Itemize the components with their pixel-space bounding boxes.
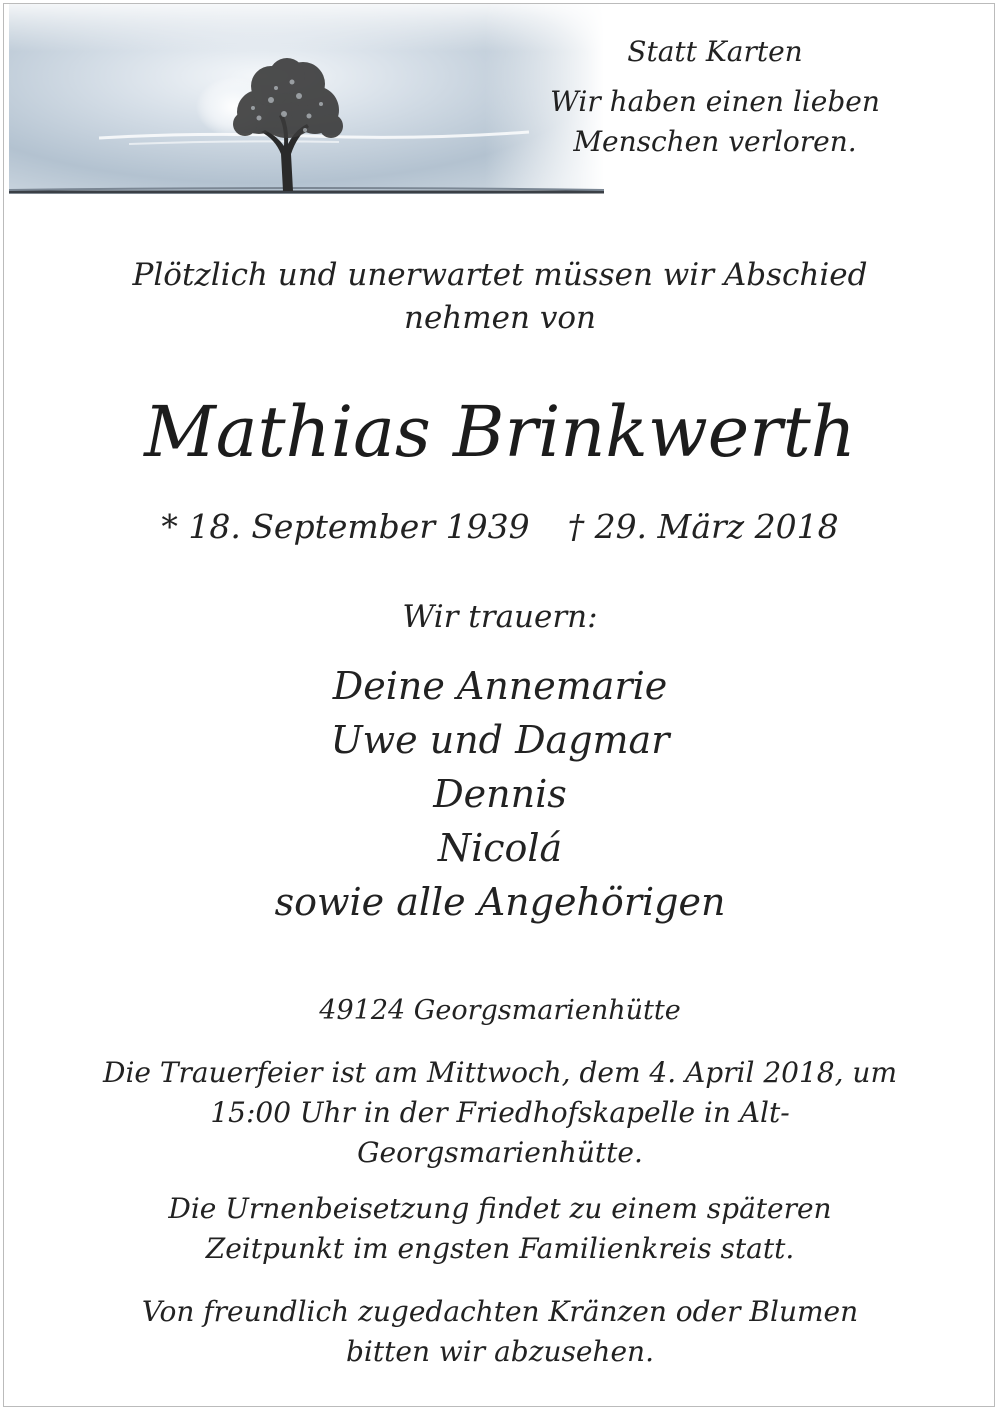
mourner-name: Dennis xyxy=(433,772,567,816)
header-text xyxy=(530,32,900,162)
life-dates xyxy=(40,505,960,549)
death-date: † 29. März 2018 xyxy=(567,507,839,546)
service-notice xyxy=(40,1053,960,1173)
mourners-list xyxy=(40,659,960,929)
birth-date: * 18. September 1939 xyxy=(161,507,530,546)
urn-line-2: Zeitpunkt im engsten Familienkreis statt. xyxy=(205,1232,795,1265)
service-line-2: 15:00 Uhr in der Friedhofskapelle in Alt- xyxy=(210,1096,790,1129)
intro-line-2: nehmen von xyxy=(404,300,596,336)
service-line-3: Georgsmarienhütte. xyxy=(357,1136,643,1169)
deceased-name: Mathias Brinkwerth xyxy=(144,391,856,473)
intro-line-1: Plötzlich und unerwartet müssen wir Abschied xyxy=(132,257,868,293)
flowers-notice xyxy=(40,1292,960,1372)
intro-text xyxy=(40,254,960,340)
header-line-3: Menschen verloren. xyxy=(573,125,857,158)
mourner-name: Nicolá xyxy=(437,826,563,870)
header-line-2: Wir haben einen lieben xyxy=(550,85,880,118)
tree-icon xyxy=(9,4,604,200)
flowers-line-2: bitten wir abzusehen. xyxy=(346,1335,654,1368)
header-line-statt-karten: Statt Karten xyxy=(627,35,803,68)
urn-notice xyxy=(40,1189,960,1269)
mourner-name: Uwe und Dagmar xyxy=(330,718,670,762)
location: 49124 Georgsmarienhütte xyxy=(319,995,681,1026)
service-line-1: Die Trauerfeier ist am Mittwoch, dem 4. April 2018, um xyxy=(103,1056,897,1089)
urn-line-1: Die Urnenbeisetzung findet zu einem späteren xyxy=(168,1192,832,1225)
mourners-heading: Wir trauern: xyxy=(402,599,598,635)
flowers-line-1: Von freundlich zugedachten Kränzen oder Blumen xyxy=(141,1295,859,1328)
header-banner xyxy=(9,4,604,200)
mourner-name: Deine Annemarie xyxy=(332,664,668,708)
mourner-name: sowie alle Angehörigen xyxy=(274,880,726,924)
